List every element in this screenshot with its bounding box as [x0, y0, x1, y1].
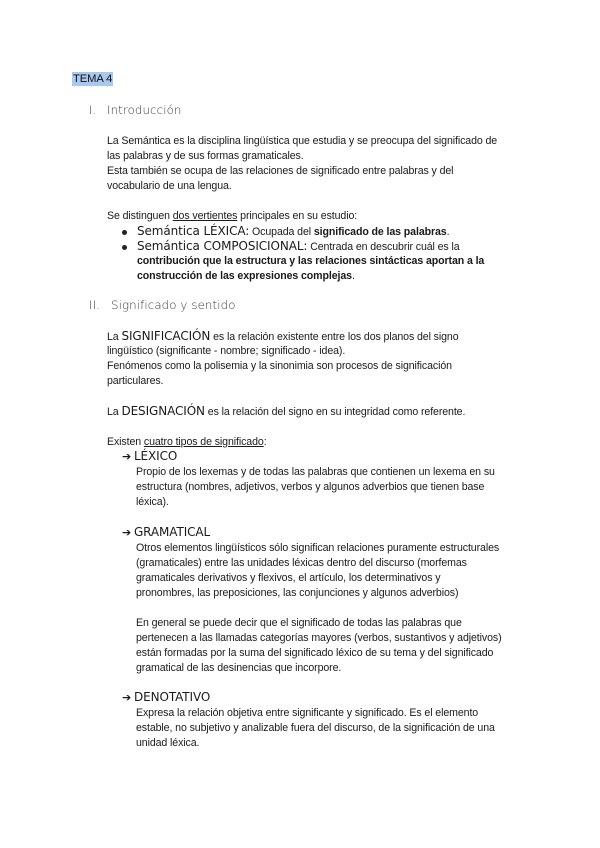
paragraph-line: particulares.	[107, 375, 164, 387]
paragraph-line: estructura (nombres, adjetivos, verbos y algunos adverbios que tienen base	[136, 481, 485, 493]
type-denotativo-title: ➔ DENOTATIVO	[122, 690, 211, 704]
vertientes-intro: Se distinguen dos vertientes principales en su estudio:	[107, 210, 358, 222]
paragraph-line: estable, no subjetivo y analizable fuera del discurso, de la significación de una	[136, 722, 495, 734]
bullet-icon	[122, 230, 127, 235]
paragraph-line: gramaticales derivativos y flexivos, el artículo, los determinativos y	[136, 572, 441, 584]
bullet-icon	[122, 245, 127, 250]
paragraph-line: unidad léxica.	[136, 737, 200, 749]
paragraph-line: las palabras y de sus formas gramaticales.	[107, 150, 304, 162]
section-heading-introduccion: Introducción	[107, 103, 182, 117]
bullet-item-lexica: Semántica LÉXICA: Ocupada del significado de las palabras.	[137, 224, 450, 238]
type-gramatical-title: ➔ GRAMATICAL	[122, 525, 211, 539]
paragraph-line: La Semántica es la disciplina lingüística que estudia y se preocupa del significado de	[107, 135, 498, 147]
paragraph-line: pertenecen a las llamadas categorías mayores (verbos, sustantivos y adjetivos)	[136, 632, 502, 644]
paragraph-line: vocabulario de una lengua.	[107, 180, 232, 192]
significacion-line: La SIGNIFICACIÓN es la relación existente entre los dos planos del signo	[107, 329, 459, 343]
page-title: TEMA 4	[73, 73, 113, 85]
type-lexico-title: ➔ LÉXICO	[122, 449, 178, 463]
section-numeral: I.	[89, 103, 97, 117]
paragraph-line: lingüístico (significante - nombre; significado - idea).	[107, 345, 346, 357]
arrow-right-icon: ➔	[122, 526, 132, 539]
paragraph-line: están formadas por la suma del significado léxico de su tema y del significado	[136, 647, 494, 659]
paragraph-line: (gramaticales) entre las unidades léxicas dentro del discurso (morfemas	[136, 557, 467, 569]
section-numeral: II.	[89, 298, 101, 312]
bullet-item-continuation: contribución que la estructura y las relaciones sintácticas aportan a la	[137, 255, 485, 267]
paragraph-line: Expresa la relación objetiva entre significante y significado. Es el elemento	[136, 707, 479, 719]
bullet-item-continuation: construcción de las expresiones complejas.	[137, 270, 355, 282]
paragraph-line: pronombres, las preposiciones, las conjunciones y algunos adverbios)	[136, 587, 459, 599]
paragraph-line: léxica).	[136, 496, 169, 508]
designacion-line: La DESIGNACIÓN es la relación del signo en su integridad como referente.	[107, 404, 466, 418]
bullet-item-composicional: Semántica COMPOSICIONAL: Centrada en descubrir cuál es la	[137, 239, 460, 253]
paragraph-line: Esta también se ocupa de las relaciones de significado entre palabras y del	[107, 165, 454, 177]
underlined-phrase: dos vertientes	[172, 210, 238, 222]
section-heading-significado: Significado y sentido	[111, 298, 236, 312]
underlined-phrase: cuatro tipos de significado	[143, 436, 264, 448]
arrow-right-icon: ➔	[122, 450, 132, 463]
paragraph-line: Otros elementos lingüísticos sólo significan relaciones puramente estructurales	[136, 542, 500, 554]
paragraph-line: gramatical de las desinencias que incorpore.	[136, 662, 342, 674]
paragraph-line: En general se puede decir que el significado de todas las palabras que	[136, 617, 462, 629]
paragraph-line: Propio de los lexemas y de todas las palabras que contienen un lexema en su	[136, 466, 495, 478]
tipos-intro: Existen cuatro tipos de significado:	[107, 436, 267, 448]
paragraph-line: Fenómenos como la polisemia y la sinonimia son procesos de significación	[107, 360, 452, 372]
arrow-right-icon: ➔	[122, 691, 132, 704]
